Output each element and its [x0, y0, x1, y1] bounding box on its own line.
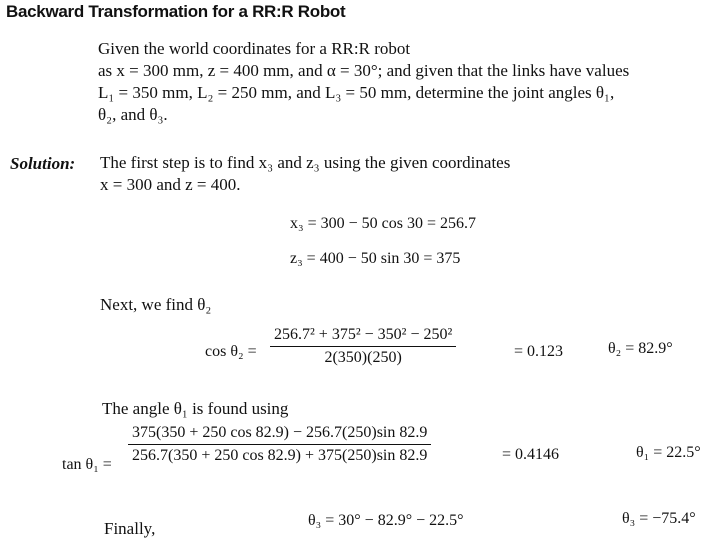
solution-line-1: The first step is to find x₃ and z₃ using the given coordinates [100, 153, 511, 172]
tan-theta1-denominator: 256.7(350 + 250 cos 82.9) + 375(250)sin 82.9 [132, 447, 428, 464]
equation-z3: z₃ = 400 − 50 sin 30 = 375 [290, 250, 461, 267]
theta2-result: θ₂ = 82.9° [608, 340, 673, 357]
tan-theta1-fraction [128, 424, 431, 465]
solution-line-2: x = 300 and z = 400. [100, 175, 241, 194]
problem-line-1: Given the world coordinates for a RR:R robot [98, 39, 411, 58]
cos-theta2-lhs: cos θ₂ = [205, 343, 257, 360]
problem-line-2: as x = 300 mm, z = 400 mm, and α = 30°; and given that the links have values [98, 61, 630, 80]
step2-intro: Next, we find θ₂ [100, 295, 212, 314]
theta1-result: θ₁ = 22.5° [636, 444, 701, 461]
problem-line-3: L₁ = 350 mm, L₂ = 250 mm, and L₃ = 50 mm, determine the joint angles θ₁, [98, 83, 615, 102]
solution-text [100, 152, 510, 196]
solution-label: Solution: [10, 154, 76, 173]
problem-statement [98, 38, 629, 126]
step1-intro: The angle θ₁ is found using [102, 399, 289, 418]
cos-theta2-numerator: 256.7² + 375² − 350² − 250² [270, 326, 456, 347]
step3-intro: Finally, [104, 519, 156, 538]
tan-theta1-numerator: 375(350 + 250 cos 82.9) − 256.7(250)sin 82.9 [128, 424, 431, 445]
problem-line-4: θ₂, and θ₃. [98, 105, 168, 124]
page-title: Backward Transformation for a RR:R Robot [6, 2, 346, 21]
cos-theta2-fraction [270, 326, 456, 367]
theta3-result: θ₃ = −75.4° [622, 510, 696, 527]
tan-theta1-lhs: tan θ₁ = [62, 456, 112, 473]
equation-x3: x₃ = 300 − 50 cos 30 = 256.7 [290, 215, 476, 232]
tan-theta1-value: = 0.4146 [502, 446, 560, 463]
cos-theta2-denominator: 2(350)(250) [324, 349, 402, 366]
cos-theta2-value: = 0.123 [514, 343, 564, 360]
theta3-equation: θ₃ = 30° − 82.9° − 22.5° [308, 512, 464, 529]
